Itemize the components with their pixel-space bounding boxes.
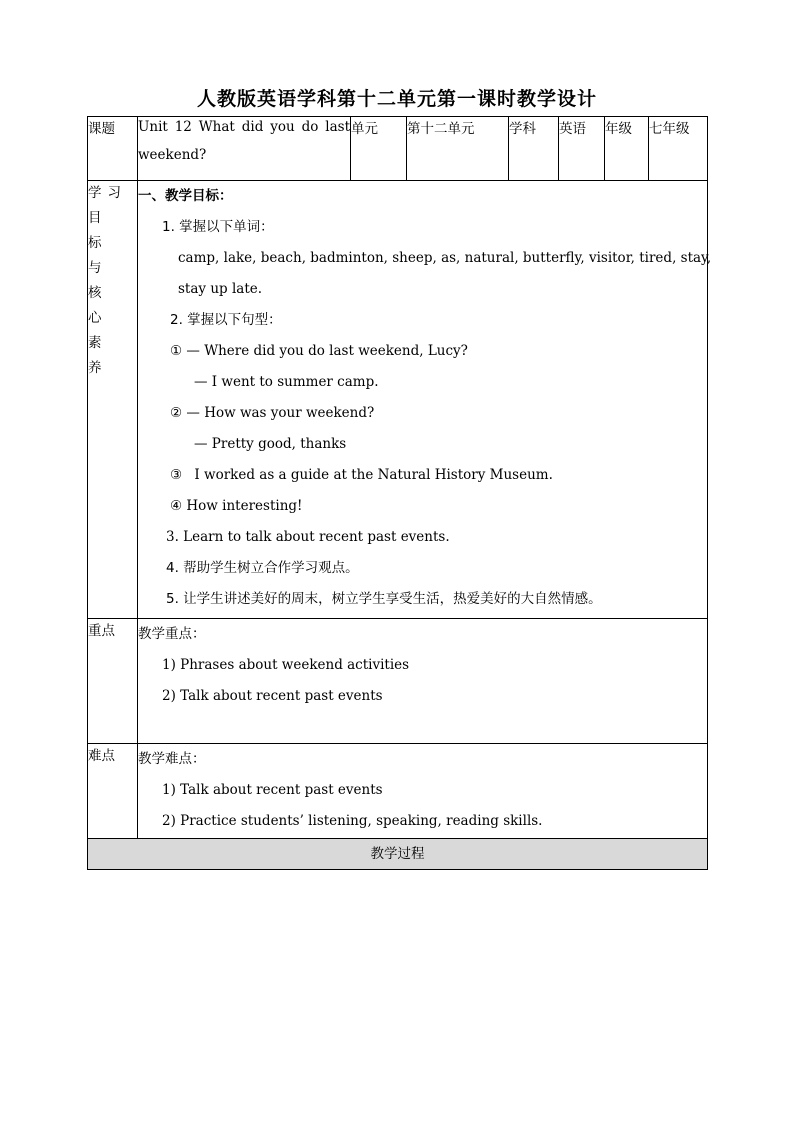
grade-value: 七年级	[649, 117, 708, 181]
objectives-label-line-3: 与 核	[88, 260, 108, 301]
lesson-plan-table	[87, 116, 712, 870]
key-points-label: 重点	[88, 619, 138, 744]
subject-value: 英语	[559, 117, 605, 181]
header-row	[88, 117, 708, 181]
objectives-label-line-1: 学习	[88, 185, 127, 201]
difficulty-2: 2) Practice students’ listening, speaking, reading skills.	[162, 813, 543, 829]
vocab-line-1: camp, lake, beach, badminton, sheep, as, natural, butterfly, visitor, tired, stay,	[178, 250, 712, 266]
objective-item-3: 3. Learn to talk about recent past events.	[166, 529, 450, 545]
difficulties-row	[88, 744, 708, 839]
objective-item-1: 1. 掌握以下单词：	[162, 219, 274, 235]
document-title: 人教版英语学科第十二单元第一课时教学设计	[196, 88, 597, 110]
key-point-2: 2) Talk about recent past events	[162, 688, 383, 704]
sentence-2-question-text: — How was your weekend?	[186, 405, 375, 421]
sentence-1-marker: ①	[170, 343, 183, 359]
sentence-2-question	[138, 398, 707, 429]
topic-value	[138, 117, 351, 181]
difficulties-label: 难点	[88, 744, 138, 839]
grade-label: 年级	[605, 117, 649, 181]
objectives-label-line-5: 养	[88, 360, 108, 376]
objectives-label-line-2: 目 标	[88, 210, 108, 251]
subject-label: 学科	[509, 117, 559, 181]
objectives-row	[88, 181, 708, 619]
sentence-2-answer: — Pretty good, thanks	[194, 436, 347, 452]
sentence-1-question-text: — Where did you do last weekend, Lucy?	[186, 343, 468, 359]
sentence-3-marker: ③	[170, 467, 183, 483]
key-points-content	[138, 619, 708, 744]
sentence-4-marker: ④	[170, 498, 183, 514]
vocab-line-2: stay up late.	[178, 281, 263, 297]
sentence-3-text: I worked as a guide at the Natural History Museum.	[194, 467, 553, 483]
key-points-row	[88, 619, 708, 744]
objectives-label-line-4: 心 素	[88, 310, 108, 351]
topic-label: 课题	[88, 117, 138, 181]
topic-line-2: weekend?	[138, 147, 207, 163]
process-label: 教学过程	[88, 839, 708, 870]
difficulty-1: 1) Talk about recent past events	[162, 782, 383, 798]
unit-value: 第十二单元	[407, 117, 509, 181]
objective-item-2: 2. 掌握以下句型：	[170, 312, 282, 328]
objectives-content	[138, 181, 712, 619]
topic-line-1: Unit 12 What did you do last	[138, 119, 350, 135]
sentence-1-answer: — I went to summer camp.	[194, 374, 379, 390]
objectives-heading: 一、教学目标：	[138, 188, 233, 204]
difficulties-content	[138, 744, 708, 839]
objectives-label	[88, 181, 138, 619]
sentence-1-question	[138, 336, 707, 367]
objective-item-5: 5. 让学生讲述美好的周末，树立学生享受生活，热爱美好的大自然情感。	[166, 591, 602, 607]
sentence-2-marker: ②	[170, 405, 183, 421]
key-points-heading: 教学重点：	[138, 626, 206, 642]
key-point-1: 1) Phrases about weekend activities	[162, 657, 410, 673]
sentence-4-text: How interesting!	[186, 498, 303, 514]
unit-label: 单元	[351, 117, 407, 181]
process-row	[88, 839, 708, 870]
sentence-4	[138, 491, 707, 522]
sentence-3	[138, 460, 707, 491]
objective-item-4: 4. 帮助学生树立合作学习观点。	[166, 560, 359, 576]
difficulties-heading: 教学难点：	[138, 751, 206, 767]
